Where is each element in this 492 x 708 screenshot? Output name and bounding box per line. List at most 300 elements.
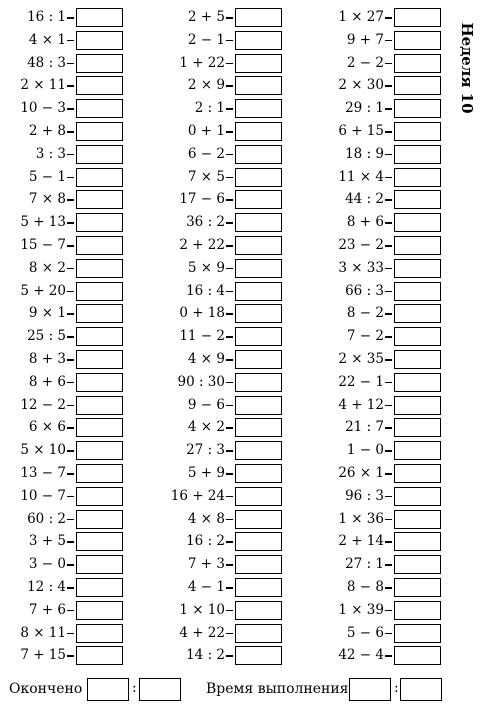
problem-row bbox=[159, 644, 287, 667]
answer-box[interactable] bbox=[394, 304, 441, 323]
equals-dash bbox=[67, 40, 74, 42]
problem-row bbox=[0, 143, 128, 166]
equals-dash bbox=[226, 85, 233, 87]
problem-expression: 14 : 2 bbox=[186, 647, 225, 664]
answer-box[interactable] bbox=[394, 99, 441, 118]
answer-box[interactable] bbox=[235, 327, 282, 346]
equals-dash bbox=[67, 336, 74, 338]
answer-box[interactable] bbox=[235, 76, 282, 95]
problem-row bbox=[0, 52, 128, 75]
finished-hours-box[interactable] bbox=[87, 678, 129, 701]
finished-label: Окончено bbox=[9, 681, 83, 697]
problem-expression: 8 + 3 bbox=[28, 350, 66, 367]
answer-box[interactable] bbox=[76, 213, 123, 232]
answer-box[interactable] bbox=[235, 601, 282, 620]
time-minutes-box[interactable] bbox=[400, 678, 442, 701]
problem-row bbox=[0, 485, 128, 508]
problem-expression: 11 × 4 bbox=[338, 168, 384, 185]
answer-box[interactable] bbox=[235, 145, 282, 164]
equals-dash bbox=[226, 63, 233, 65]
equals-dash bbox=[226, 496, 233, 498]
time-label: Время выполнения bbox=[206, 681, 349, 697]
problem-row bbox=[0, 29, 128, 52]
problem-row bbox=[0, 211, 128, 234]
answer-box[interactable] bbox=[76, 487, 123, 506]
column-1 bbox=[0, 6, 128, 667]
footer bbox=[0, 676, 492, 704]
problem-row bbox=[0, 97, 128, 120]
answer-box[interactable] bbox=[235, 646, 282, 665]
problem-expression: 4 × 8 bbox=[187, 510, 225, 527]
equals-dash bbox=[226, 519, 233, 521]
equals-dash bbox=[385, 268, 392, 270]
problem-expression: 2 + 22 bbox=[179, 236, 225, 253]
problem-expression: 90 : 30 bbox=[177, 373, 225, 390]
answer-box[interactable] bbox=[76, 259, 123, 278]
problem-row bbox=[318, 644, 446, 667]
problem-expression: 13 − 7 bbox=[20, 464, 66, 481]
answer-box[interactable] bbox=[394, 122, 441, 141]
problem-row bbox=[318, 120, 446, 143]
answer-box[interactable] bbox=[76, 601, 123, 620]
problem-expression: 0 + 18 bbox=[179, 305, 225, 322]
time-separator: : bbox=[394, 680, 399, 696]
answer-box[interactable] bbox=[235, 99, 282, 118]
problem-row bbox=[0, 371, 128, 394]
answer-box[interactable] bbox=[76, 190, 123, 209]
problem-expression: 7 + 6 bbox=[28, 601, 66, 618]
answer-box[interactable] bbox=[235, 168, 282, 187]
problem-row bbox=[0, 6, 128, 29]
problem-expression: 2 × 9 bbox=[187, 77, 225, 94]
equals-dash bbox=[226, 177, 233, 179]
equals-dash bbox=[67, 541, 74, 543]
equals-dash bbox=[67, 564, 74, 566]
equals-dash bbox=[226, 17, 233, 19]
answer-box[interactable] bbox=[235, 122, 282, 141]
equals-dash bbox=[67, 199, 74, 201]
answer-box[interactable] bbox=[235, 396, 282, 415]
equals-dash bbox=[385, 382, 392, 384]
problem-expression: 8 + 6 bbox=[28, 373, 66, 390]
equals-dash bbox=[226, 564, 233, 566]
problem-row bbox=[318, 371, 446, 394]
equals-dash bbox=[67, 587, 74, 589]
answer-box[interactable] bbox=[235, 441, 282, 460]
finished-separator: : bbox=[132, 680, 137, 696]
problem-row bbox=[318, 257, 446, 280]
problem-expression: 6 + 15 bbox=[338, 122, 384, 139]
equals-dash bbox=[67, 655, 74, 657]
problem-row bbox=[318, 508, 446, 531]
answer-box[interactable] bbox=[76, 532, 123, 551]
answer-box[interactable] bbox=[235, 487, 282, 506]
problem-expression: 4 × 2 bbox=[187, 419, 225, 436]
problem-row bbox=[0, 280, 128, 303]
answer-box[interactable] bbox=[76, 624, 123, 643]
problem-expression: 3 − 0 bbox=[28, 556, 66, 573]
problem-expression: 2 − 2 bbox=[346, 54, 384, 71]
answer-box[interactable] bbox=[394, 145, 441, 164]
problem-expression: 16 + 24 bbox=[170, 487, 225, 504]
problem-expression: 4 × 1 bbox=[28, 31, 66, 48]
problem-expression: 5 × 10 bbox=[20, 442, 66, 459]
problem-expression: 27 : 3 bbox=[186, 442, 225, 459]
problem-row bbox=[0, 302, 128, 325]
problem-expression: 8 × 11 bbox=[20, 624, 66, 641]
answer-box[interactable] bbox=[76, 76, 123, 95]
equals-dash bbox=[67, 131, 74, 133]
equals-dash bbox=[226, 108, 233, 110]
problem-expression: 7 × 5 bbox=[187, 168, 225, 185]
answer-box[interactable] bbox=[394, 441, 441, 460]
answer-box[interactable] bbox=[394, 8, 441, 27]
problem-row bbox=[159, 394, 287, 417]
week-title-text: Неделя 10 bbox=[458, 22, 476, 114]
problem-row bbox=[159, 348, 287, 371]
equals-dash bbox=[226, 40, 233, 42]
equals-dash bbox=[226, 541, 233, 543]
answer-box[interactable] bbox=[235, 213, 282, 232]
problem-expression: 3 : 3 bbox=[35, 145, 66, 162]
problem-row bbox=[318, 234, 446, 257]
time-hours-box[interactable] bbox=[349, 678, 391, 701]
equals-dash bbox=[385, 473, 392, 475]
finished-minutes-box[interactable] bbox=[139, 678, 181, 701]
answer-box[interactable] bbox=[394, 487, 441, 506]
problem-expression: 10 − 3 bbox=[20, 100, 66, 117]
problem-expression: 96 : 3 bbox=[345, 487, 384, 504]
problem-row bbox=[159, 143, 287, 166]
equals-dash bbox=[67, 313, 74, 315]
answer-box[interactable] bbox=[76, 99, 123, 118]
problem-expression: 25 : 5 bbox=[27, 328, 66, 345]
equals-dash bbox=[385, 154, 392, 156]
answer-box[interactable] bbox=[235, 350, 282, 369]
equals-dash bbox=[385, 610, 392, 612]
problem-row bbox=[0, 234, 128, 257]
problem-row bbox=[318, 188, 446, 211]
answer-box[interactable] bbox=[394, 350, 441, 369]
problem-row bbox=[318, 599, 446, 622]
equals-dash bbox=[385, 108, 392, 110]
problem-expression: 8 × 2 bbox=[28, 259, 66, 276]
answer-box[interactable] bbox=[394, 373, 441, 392]
problem-expression: 12 : 4 bbox=[27, 578, 66, 595]
problem-row bbox=[159, 302, 287, 325]
answer-box[interactable] bbox=[394, 31, 441, 50]
equals-dash bbox=[67, 108, 74, 110]
problem-expression: 42 − 4 bbox=[338, 647, 384, 664]
problem-row bbox=[0, 622, 128, 645]
answer-box[interactable] bbox=[76, 304, 123, 323]
problem-row bbox=[159, 439, 287, 462]
equals-dash bbox=[226, 199, 233, 201]
equals-dash bbox=[226, 222, 233, 224]
answer-box[interactable] bbox=[394, 327, 441, 346]
problem-expression: 1 × 39 bbox=[338, 601, 384, 618]
problem-expression: 3 × 33 bbox=[338, 259, 384, 276]
answer-box[interactable] bbox=[76, 31, 123, 50]
answer-box[interactable] bbox=[76, 464, 123, 483]
answer-box[interactable] bbox=[235, 31, 282, 50]
problem-expression: 8 + 6 bbox=[346, 214, 384, 231]
answer-box[interactable] bbox=[76, 373, 123, 392]
problem-expression: 1 × 36 bbox=[338, 510, 384, 527]
equals-dash bbox=[67, 17, 74, 19]
problem-row bbox=[0, 599, 128, 622]
problem-row bbox=[318, 97, 446, 120]
answer-box[interactable] bbox=[394, 259, 441, 278]
answer-box[interactable] bbox=[394, 54, 441, 73]
equals-dash bbox=[385, 633, 392, 635]
equals-dash bbox=[67, 177, 74, 179]
equals-dash bbox=[226, 245, 233, 247]
equals-dash bbox=[226, 154, 233, 156]
problem-row bbox=[159, 462, 287, 485]
problem-expression: 7 + 15 bbox=[20, 647, 66, 664]
equals-dash bbox=[385, 313, 392, 315]
answer-box[interactable] bbox=[394, 464, 441, 483]
answer-box[interactable] bbox=[76, 418, 123, 437]
answer-box[interactable] bbox=[394, 190, 441, 209]
answer-box[interactable] bbox=[76, 8, 123, 27]
equals-dash bbox=[385, 63, 392, 65]
problem-expression: 1 × 27 bbox=[338, 9, 384, 25]
equals-dash bbox=[226, 291, 233, 293]
problem-expression: 23 − 2 bbox=[338, 236, 384, 253]
problem-row bbox=[159, 622, 287, 645]
answer-box[interactable] bbox=[235, 464, 282, 483]
problem-expression: 8 − 2 bbox=[346, 305, 384, 322]
equals-dash bbox=[226, 450, 233, 452]
problem-row bbox=[318, 576, 446, 599]
equals-dash bbox=[67, 473, 74, 475]
problem-row bbox=[0, 462, 128, 485]
equals-dash bbox=[67, 222, 74, 224]
equals-dash bbox=[385, 222, 392, 224]
problem-expression: 16 : 1 bbox=[27, 9, 66, 25]
problem-row bbox=[159, 325, 287, 348]
equals-dash bbox=[385, 177, 392, 179]
equals-dash bbox=[67, 427, 74, 429]
equals-dash bbox=[226, 359, 233, 361]
problem-row bbox=[318, 530, 446, 553]
equals-dash bbox=[226, 633, 233, 635]
answer-box[interactable] bbox=[235, 373, 282, 392]
problem-row bbox=[0, 644, 128, 667]
answer-box[interactable] bbox=[394, 624, 441, 643]
equals-dash bbox=[67, 633, 74, 635]
problem-expression: 16 : 2 bbox=[186, 533, 225, 550]
problem-expression: 2 − 1 bbox=[187, 31, 225, 48]
problem-expression: 2 + 8 bbox=[28, 122, 66, 139]
problem-expression: 21 : 7 bbox=[345, 419, 384, 436]
answer-box[interactable] bbox=[235, 190, 282, 209]
answer-box[interactable] bbox=[235, 555, 282, 574]
answer-box[interactable] bbox=[76, 350, 123, 369]
problem-expression: 5 + 20 bbox=[20, 282, 66, 299]
equals-dash bbox=[67, 63, 74, 65]
problem-expression: 48 : 3 bbox=[27, 54, 66, 71]
problem-row bbox=[0, 439, 128, 462]
answer-box[interactable] bbox=[394, 168, 441, 187]
equals-dash bbox=[385, 85, 392, 87]
answer-box[interactable] bbox=[76, 510, 123, 529]
problem-row bbox=[159, 485, 287, 508]
answer-box[interactable] bbox=[394, 418, 441, 437]
problem-expression: 9 × 1 bbox=[28, 305, 66, 322]
problem-expression: 1 + 22 bbox=[179, 54, 225, 71]
problem-expression: 18 : 9 bbox=[345, 145, 384, 162]
equals-dash bbox=[226, 655, 233, 657]
problem-expression: 15 − 7 bbox=[20, 236, 66, 253]
problem-expression: 26 × 1 bbox=[338, 464, 384, 481]
answer-box[interactable] bbox=[235, 236, 282, 255]
answer-box[interactable] bbox=[394, 213, 441, 232]
equals-dash bbox=[67, 291, 74, 293]
equals-dash bbox=[385, 131, 392, 133]
equals-dash bbox=[385, 359, 392, 361]
problem-expression: 5 − 6 bbox=[346, 624, 384, 641]
equals-dash bbox=[226, 473, 233, 475]
problem-row bbox=[318, 439, 446, 462]
problem-expression: 7 + 3 bbox=[187, 556, 225, 573]
equals-dash bbox=[385, 245, 392, 247]
answer-box[interactable] bbox=[394, 555, 441, 574]
equals-dash bbox=[67, 382, 74, 384]
answer-box[interactable] bbox=[76, 145, 123, 164]
problem-row bbox=[318, 348, 446, 371]
problem-row bbox=[159, 530, 287, 553]
answer-box[interactable] bbox=[76, 578, 123, 597]
answer-box[interactable] bbox=[76, 646, 123, 665]
answer-box[interactable] bbox=[235, 418, 282, 437]
problem-expression: 7 × 8 bbox=[28, 191, 66, 208]
answer-box[interactable] bbox=[394, 236, 441, 255]
problem-expression: 22 − 1 bbox=[338, 373, 384, 390]
problem-expression: 11 − 2 bbox=[179, 328, 225, 345]
answer-box[interactable] bbox=[235, 510, 282, 529]
answer-box[interactable] bbox=[235, 532, 282, 551]
answer-box[interactable] bbox=[235, 282, 282, 301]
problem-row bbox=[159, 97, 287, 120]
problem-row bbox=[159, 576, 287, 599]
column-3 bbox=[318, 6, 446, 667]
answer-box[interactable] bbox=[394, 510, 441, 529]
equals-dash bbox=[226, 313, 233, 315]
answer-box[interactable] bbox=[76, 168, 123, 187]
problem-row bbox=[318, 211, 446, 234]
answer-box[interactable] bbox=[394, 601, 441, 620]
answer-box[interactable] bbox=[76, 54, 123, 73]
problem-row bbox=[0, 348, 128, 371]
problem-row bbox=[318, 74, 446, 97]
answer-box[interactable] bbox=[394, 76, 441, 95]
answer-box[interactable] bbox=[235, 259, 282, 278]
problem-row bbox=[159, 416, 287, 439]
equals-dash bbox=[67, 154, 74, 156]
problem-expression: 2 + 5 bbox=[187, 9, 225, 25]
problem-row bbox=[318, 280, 446, 303]
problem-row bbox=[159, 280, 287, 303]
answer-box[interactable] bbox=[235, 304, 282, 323]
equals-dash bbox=[385, 199, 392, 201]
problem-row bbox=[0, 530, 128, 553]
answer-box[interactable] bbox=[394, 396, 441, 415]
problem-row bbox=[159, 6, 287, 29]
problem-row bbox=[0, 553, 128, 576]
equals-dash bbox=[385, 587, 392, 589]
problem-row bbox=[159, 257, 287, 280]
problem-expression: 2 × 35 bbox=[338, 350, 384, 367]
problem-expression: 3 + 5 bbox=[28, 533, 66, 550]
equals-dash bbox=[226, 382, 233, 384]
problem-row bbox=[159, 29, 287, 52]
answer-box[interactable] bbox=[394, 646, 441, 665]
equals-dash bbox=[385, 655, 392, 657]
problem-row bbox=[159, 553, 287, 576]
problem-row bbox=[159, 188, 287, 211]
problem-row bbox=[0, 257, 128, 280]
answer-box[interactable] bbox=[76, 396, 123, 415]
problem-row bbox=[318, 52, 446, 75]
answer-box[interactable] bbox=[235, 578, 282, 597]
answer-box[interactable] bbox=[76, 236, 123, 255]
equals-dash bbox=[226, 336, 233, 338]
problem-row bbox=[0, 188, 128, 211]
problem-expression: 4 + 12 bbox=[338, 396, 384, 413]
problem-row bbox=[159, 508, 287, 531]
equals-dash bbox=[67, 85, 74, 87]
problem-row bbox=[318, 302, 446, 325]
equals-dash bbox=[67, 610, 74, 612]
answer-box[interactable] bbox=[394, 282, 441, 301]
problem-expression: 1 × 10 bbox=[179, 601, 225, 618]
problem-row bbox=[159, 52, 287, 75]
problem-expression: 29 : 1 bbox=[345, 100, 384, 117]
answer-box[interactable] bbox=[235, 624, 282, 643]
problem-expression: 60 : 2 bbox=[27, 510, 66, 527]
answer-box[interactable] bbox=[235, 8, 282, 27]
problem-expression: 6 − 2 bbox=[187, 145, 225, 162]
problem-row bbox=[318, 166, 446, 189]
problem-row bbox=[318, 485, 446, 508]
problem-row bbox=[0, 120, 128, 143]
problem-expression: 5 + 13 bbox=[20, 214, 66, 231]
equals-dash bbox=[385, 564, 392, 566]
problem-row bbox=[159, 120, 287, 143]
problem-expression: 10 − 7 bbox=[20, 487, 66, 504]
problem-row bbox=[318, 416, 446, 439]
problem-row bbox=[318, 29, 446, 52]
problem-expression: 66 : 3 bbox=[345, 282, 384, 299]
problem-expression: 5 + 9 bbox=[187, 464, 225, 481]
answer-box[interactable] bbox=[394, 578, 441, 597]
problem-expression: 8 − 8 bbox=[346, 578, 384, 595]
problem-row bbox=[0, 166, 128, 189]
problem-expression: 2 + 14 bbox=[338, 533, 384, 550]
answer-box[interactable] bbox=[76, 122, 123, 141]
answer-box[interactable] bbox=[76, 327, 123, 346]
answer-box[interactable] bbox=[235, 54, 282, 73]
answer-box[interactable] bbox=[76, 282, 123, 301]
answer-box[interactable] bbox=[76, 441, 123, 460]
answer-box[interactable] bbox=[76, 555, 123, 574]
equals-dash bbox=[385, 541, 392, 543]
column-2 bbox=[159, 6, 287, 667]
answer-box[interactable] bbox=[394, 532, 441, 551]
